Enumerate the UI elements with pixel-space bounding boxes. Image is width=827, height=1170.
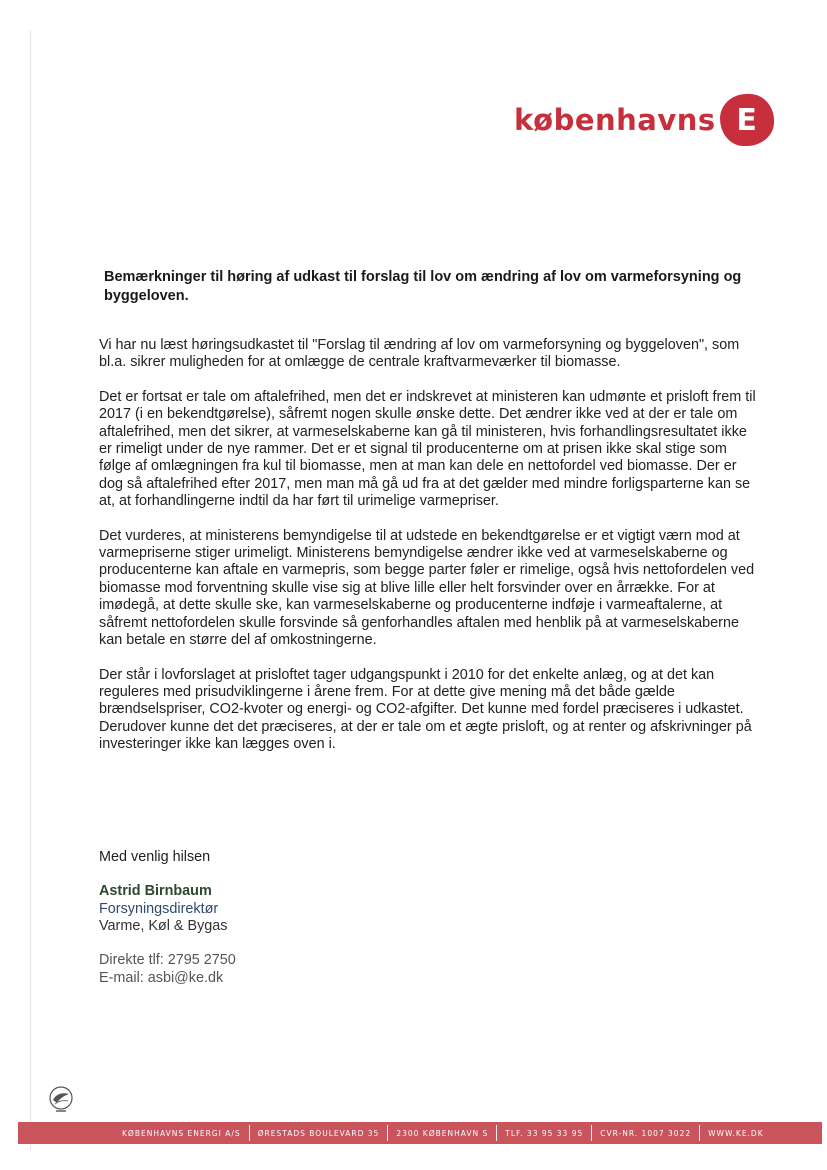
paragraph-4: Der står i lovforslaget at prisloftet tager udgangspunkt i 2010 for det enkelte anlæg, og at det kan reguleres med prisudviklingerne i årene frem. For at dette give mening må det både gælde brændselspriser, CO2-kvoter og energi- og CO2-afgifter. Det kunne med fordel præciseres i udkastet. Derudover kunne det det præciseres, at der er tale om et ægte prisloft, og at renter og afskrivninger på investeringer ikke kan lægges oven i. xyxy=(99,666,752,753)
footer-bar xyxy=(18,1122,822,1144)
footer-address: ØRESTADS BOULEVARD 35 xyxy=(257,1128,380,1138)
footer-divider xyxy=(699,1125,700,1141)
paragraph-3: Det vurderes, at ministerens bemyndigelse til at udstede en bekendtgørelse er et vigtigt værn mod at varmepriserne stiger urimeligt. Ministerens bemyndigelse ændrer ikke ved at varmeselskaberne og producenterne kan aftale en varmepris, som begge parter føler er rimelige, også hvis nettofordelen ved biomasse mod forventning skulle vise sig at blive lille eller helt forsvinder over en årrække. For at imødegå, at dette skulle ske, kan varmeselskaberne og producenterne indføje i varmeaftalerne, at såfremt nettofordelen skulle forsvinde så genforhandles aftalen med henblik på at varmeselskaberne kan betale en større del af omkostningerne. xyxy=(99,527,755,649)
footer-city: 2300 KØBENHAVN S xyxy=(396,1128,489,1138)
paragraph-1: Vi har nu læst høringsudkastet til "Forslag til ændring af lov om varmeforsyning og byggeloven", som bl.a. sikrer muligheden for at omlægge de centrale kraftvarmeværker til biomasse. xyxy=(99,337,740,371)
paragraph-2: Det er fortsat er tale om aftalefrihed, men det er indskrevet at ministeren kan udmønte et prisloft frem til 2017 (i en bekendtgørelse), såfremt nogen skulle ønske dette. Det ændrer ikke ved at der er tale om aftalefrihed, men det sikrer, at varmeselskaberne kan gå til ministeren, hvis forhandlingsresultatet ikke er rimeligt under de nye rammer. Det er et signal til producenterne om at prisen ikke skal stige som følge af omlægningen fra kul til biomasse, men at man kan dele en nettofordel ved biomasse. Der er dog så aftalefrihed efter 2017, men man må gå ud fra at det gælder med mindre forligsparterne kan se at, at forhandlingerne indtil da har ført til urimelige varmepriser. xyxy=(99,388,756,510)
footer-divider xyxy=(496,1125,497,1141)
contact-phone: Direkte tlf: 2795 2750 xyxy=(99,952,236,968)
footer-divider xyxy=(387,1125,388,1141)
contact-email: E-mail: asbi@ke.dk xyxy=(99,969,224,986)
closing-greeting: Med venlig hilsen xyxy=(99,849,211,865)
signature-block xyxy=(99,883,228,936)
footer-cvr: CVR-NR. 1007 3022 xyxy=(600,1128,692,1138)
logo-wordmark: københavns xyxy=(514,103,716,137)
footer-divider xyxy=(591,1125,592,1141)
letter-heading: Bemærkninger til høring af udkast til forslag til lov om ændring af lov om varmeforsyning og byggeloven. xyxy=(104,269,742,304)
footer-phone: TLF. 33 95 33 95 xyxy=(505,1128,584,1138)
company-logo xyxy=(514,90,774,150)
footer-company: KØBENHAVNS ENERGI A/S xyxy=(122,1128,241,1138)
footer-website: WWW.KE.DK xyxy=(708,1128,764,1138)
logo-badge-letter: E xyxy=(736,102,757,138)
letter-body xyxy=(99,337,759,771)
scan-edge-line xyxy=(30,30,31,1150)
contact-block xyxy=(99,952,236,987)
signer-title: Forsyningsdirektør xyxy=(99,900,219,917)
footer-divider xyxy=(249,1125,250,1141)
logo-badge xyxy=(720,94,774,146)
signer-department: Varme, Køl & Bygas xyxy=(99,918,228,935)
eco-label-icon xyxy=(46,1084,76,1114)
signer-name: Astrid Birnbaum xyxy=(99,883,212,899)
